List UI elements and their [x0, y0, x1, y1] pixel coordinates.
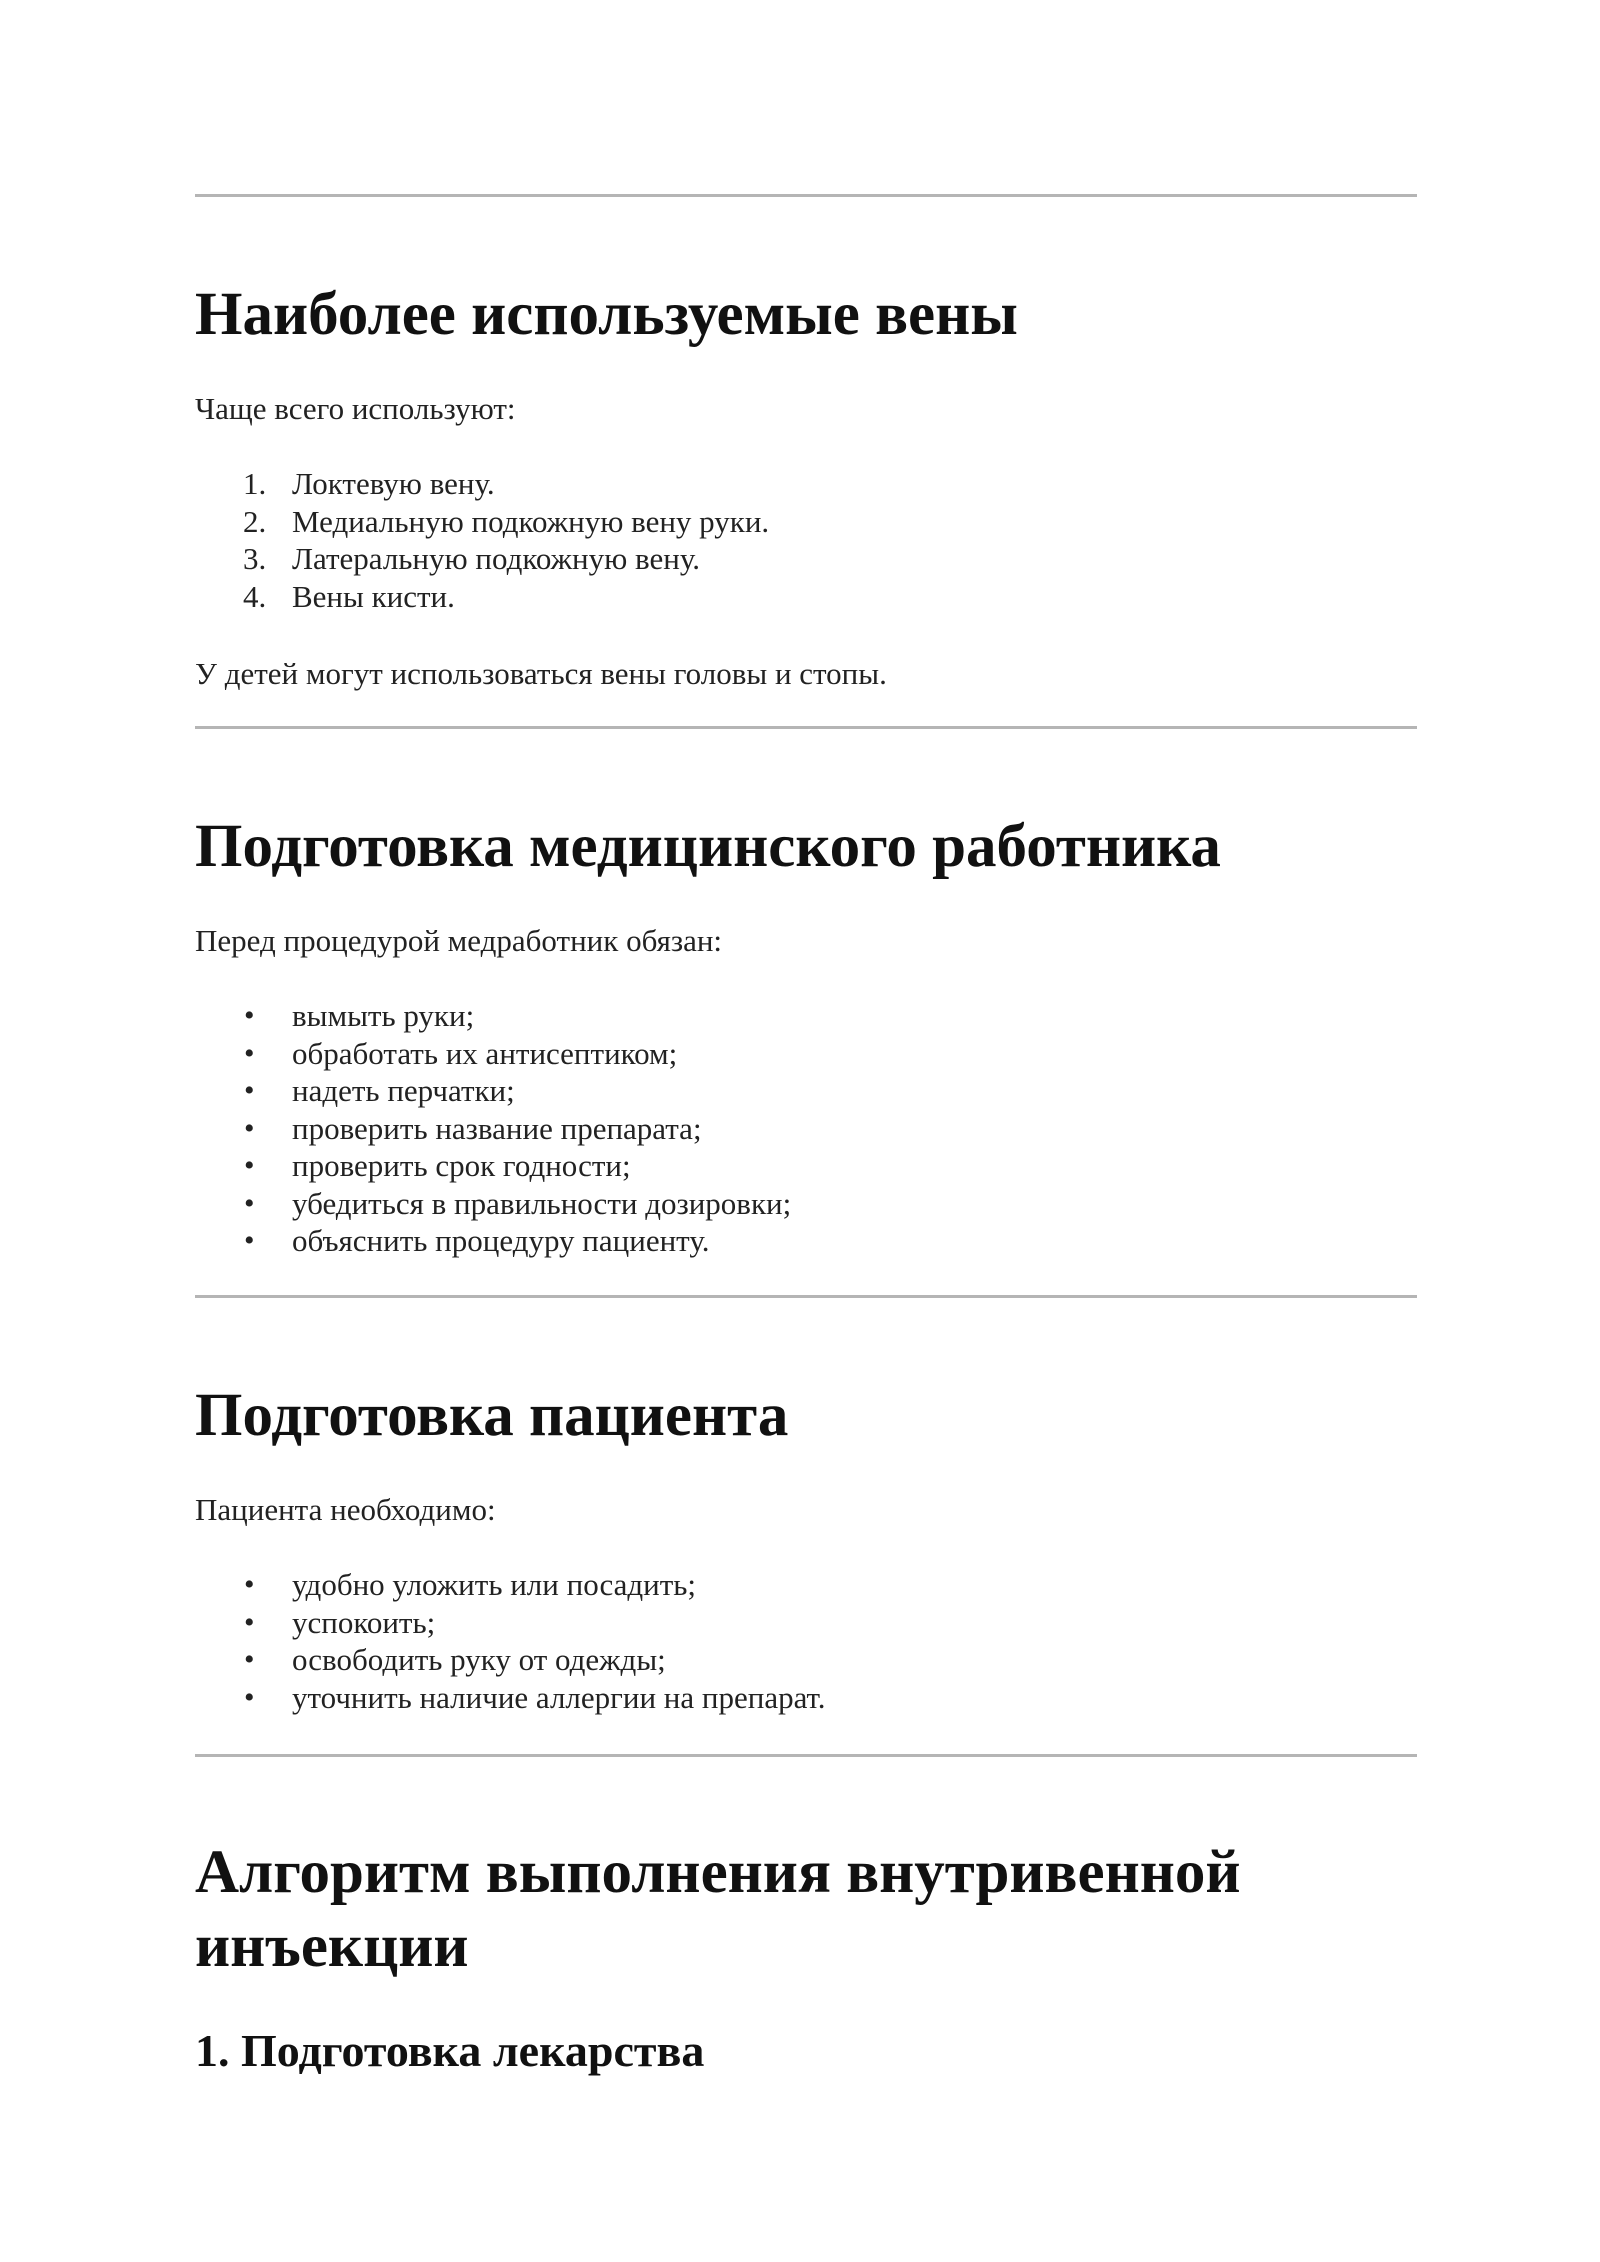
section-divider	[195, 194, 1417, 197]
list-item	[195, 1072, 791, 1110]
section-divider	[195, 1295, 1417, 1298]
list-item	[195, 1185, 791, 1223]
list-marker: 1.	[243, 466, 267, 501]
section-divider	[195, 1754, 1417, 1757]
bullet-marker: •	[244, 1605, 255, 1639]
list-item	[195, 503, 769, 541]
list-item-text: вымыть руки;	[292, 998, 475, 1033]
list-item	[195, 1147, 791, 1185]
bullet-marker: •	[244, 1074, 255, 1107]
ordered-list-veins	[195, 465, 769, 615]
list-item	[195, 465, 769, 503]
list-item	[195, 1222, 791, 1260]
list-item-text: Латеральную подкожную вену.	[292, 541, 700, 576]
list-item	[195, 1566, 826, 1604]
list-item	[195, 540, 769, 578]
list-marker: 2.	[243, 503, 267, 539]
list-item	[195, 997, 791, 1035]
list-item-text: уточнить наличие аллергии на препарат.	[292, 1679, 826, 1715]
list-item-text: Медиальную подкожную вену руки.	[292, 503, 770, 539]
section-heading-algorithm-line2: инъекции	[195, 1913, 469, 1980]
bullet-marker: •	[244, 1568, 255, 1601]
list-item-text: Локтевую вену.	[292, 466, 495, 501]
list-marker: 4.	[243, 578, 267, 614]
list-item	[195, 1679, 826, 1717]
section-heading-patient-prep: Подготовка пациента	[195, 1382, 789, 1449]
list-item-text: успокоить;	[292, 1604, 436, 1640]
list-item-text: удобно уложить или посадить;	[292, 1567, 697, 1602]
section-heading-algorithm-line1: Алгоритм выполнения внутривенной	[195, 1839, 1241, 1906]
list-item	[195, 1641, 826, 1679]
subsection-heading-drug-prep: 1. Подготовка лекарства	[195, 2025, 705, 2076]
section-intro: Чаще всего используют:	[195, 391, 516, 426]
list-item-text: убедиться в правильности дозировки;	[292, 1185, 792, 1221]
bullet-marker: •	[244, 1186, 255, 1220]
section-heading-staff-prep: Подготовка медицинского работника	[195, 813, 1221, 880]
bullet-marker: •	[244, 1111, 255, 1145]
bullet-marker: •	[244, 1680, 255, 1714]
list-item-text: освободить руку от одежды;	[292, 1642, 666, 1677]
section-divider	[195, 726, 1417, 729]
bullet-list-patient-prep	[195, 1566, 826, 1716]
list-item-text: проверить срок годности;	[292, 1148, 631, 1183]
section-intro: Пациента необходимо:	[195, 1492, 496, 1527]
list-item	[195, 1604, 826, 1642]
bullet-list-staff-prep	[195, 997, 791, 1260]
bullet-marker: •	[244, 1224, 255, 1257]
bullet-marker: •	[244, 999, 255, 1032]
bullet-marker: •	[244, 1149, 255, 1182]
list-item-text: надеть перчатки;	[292, 1073, 515, 1108]
list-item	[195, 1110, 791, 1148]
section-intro: Перед процедурой медработник обязан:	[195, 923, 723, 958]
list-marker: 3.	[243, 541, 267, 576]
section-heading-veins: Наиболее используемые вены	[195, 281, 1018, 348]
list-item-text: проверить название препарата;	[292, 1110, 702, 1146]
bullet-marker: •	[244, 1036, 255, 1070]
bullet-marker: •	[244, 1643, 255, 1676]
section-outro: У детей могут использоваться вены головы и стопы.	[195, 656, 887, 691]
list-item-text: обработать их антисептиком;	[292, 1035, 678, 1071]
list-item	[195, 578, 769, 616]
list-item-text: объяснить процедуру пациенту.	[292, 1223, 710, 1258]
list-item	[195, 1035, 791, 1073]
list-item-text: Вены кисти.	[292, 578, 455, 614]
